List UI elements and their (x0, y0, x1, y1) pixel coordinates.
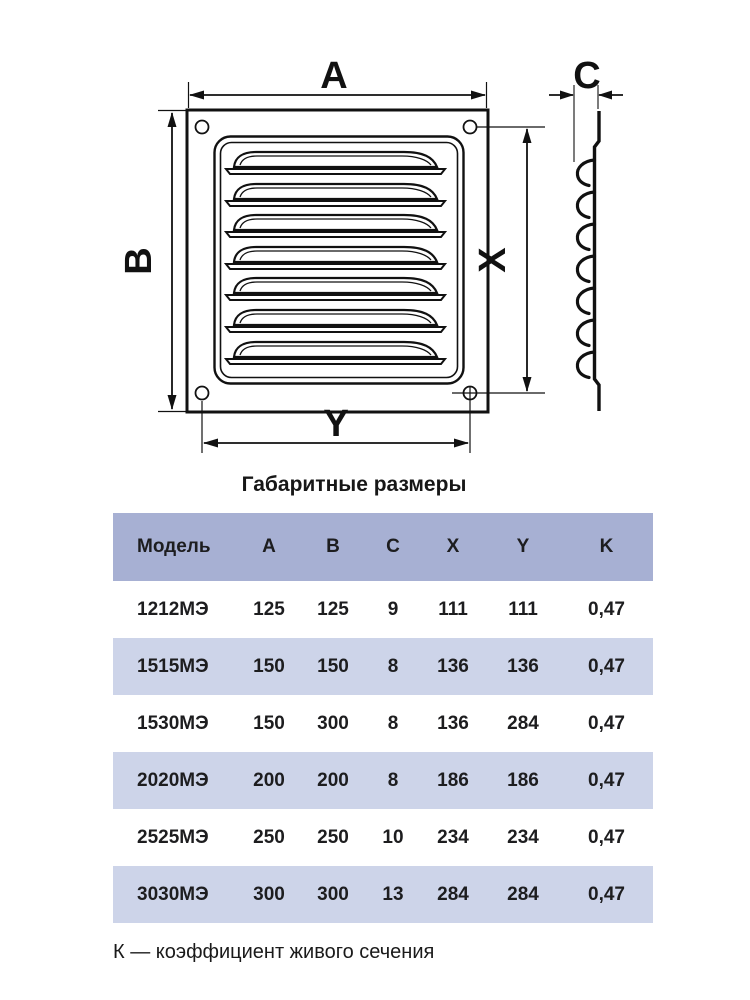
dimension-b (158, 111, 186, 412)
cell-x: 186 (437, 769, 469, 791)
louver-strip (226, 169, 445, 174)
dim-label-y: Y (323, 403, 349, 445)
grille-side-view (577, 111, 599, 411)
cell-y: 111 (508, 598, 538, 620)
corner-hole (464, 121, 477, 134)
table-row (113, 638, 653, 695)
cell-b: 150 (317, 655, 349, 677)
louver-strip (226, 264, 445, 269)
side-louver (577, 320, 594, 346)
dim-label-a: A (320, 55, 348, 97)
cell-c: 10 (382, 826, 404, 848)
cell-model: 2020МЭ (137, 769, 209, 791)
louver-strip (226, 359, 445, 364)
cell-c: 8 (387, 769, 399, 791)
column-header-x: X (446, 536, 460, 557)
cell-k: 0,47 (588, 769, 625, 791)
arrowhead (168, 112, 177, 127)
louver-slat-inner-line (240, 314, 431, 323)
footnote: К — коэффициент живого сечения (113, 941, 435, 963)
table-row (113, 866, 653, 923)
arrowhead (168, 395, 177, 410)
column-header-c: C (386, 536, 400, 557)
cell-b: 300 (317, 712, 349, 734)
cell-x: 136 (437, 655, 469, 677)
cell-k: 0,47 (588, 883, 625, 905)
louver-slat-inner-line (240, 251, 431, 260)
table-row (113, 752, 653, 809)
side-louver (577, 256, 594, 282)
cell-model: 1212МЭ (137, 598, 209, 620)
arrowhead (471, 91, 486, 100)
arrowhead (560, 91, 574, 100)
cell-b: 200 (317, 769, 349, 791)
side-louver (577, 352, 594, 378)
column-header-b: B (326, 536, 340, 557)
cell-x: 234 (437, 826, 469, 848)
cell-c: 8 (387, 712, 399, 734)
cell-b: 300 (317, 883, 349, 905)
cell-model: 2525МЭ (137, 826, 209, 848)
cell-x: 284 (437, 883, 469, 905)
cell-a: 250 (253, 826, 285, 848)
dim-label-b: B (118, 247, 160, 275)
louver-slat-inner-line (240, 219, 431, 228)
cell-x: 111 (438, 598, 468, 620)
table-row (113, 581, 653, 638)
side-louver (577, 288, 594, 314)
louver-slat-inner-line (240, 188, 431, 197)
cell-y: 284 (507, 712, 539, 734)
louver-strip (226, 295, 445, 300)
arrowhead (454, 439, 469, 448)
cell-model: 1530МЭ (137, 712, 209, 734)
cell-b: 250 (317, 826, 349, 848)
cell-model: 3030МЭ (137, 883, 209, 905)
grille-front-view (187, 110, 488, 412)
column-header-model: Модель (137, 536, 211, 557)
cell-c: 13 (382, 883, 404, 905)
dim-label-x: X (472, 247, 514, 273)
louver-slat-inner-line (240, 346, 431, 355)
corner-hole (196, 121, 209, 134)
cell-y: 284 (507, 883, 539, 905)
arrowhead (203, 439, 218, 448)
table-row (113, 695, 653, 752)
louver-slats (226, 152, 445, 364)
section-title: Габаритные размеры (241, 473, 467, 496)
dimensions-diagram (0, 0, 750, 458)
cell-a: 150 (253, 655, 285, 677)
cell-a: 200 (253, 769, 285, 791)
louver-slat-inner-line (240, 282, 431, 291)
cell-k: 0,47 (588, 598, 625, 620)
cell-a: 125 (253, 598, 285, 620)
louver-strip (226, 327, 445, 332)
cell-a: 150 (253, 712, 285, 734)
louver-slat-inner-line (240, 156, 431, 165)
dimensions-table (113, 513, 653, 923)
cell-b: 125 (317, 598, 349, 620)
side-louver (577, 224, 594, 250)
cell-k: 0,47 (588, 712, 625, 734)
table-row (113, 809, 653, 866)
cell-k: 0,47 (588, 826, 625, 848)
cell-c: 8 (387, 655, 399, 677)
cell-y: 234 (507, 826, 539, 848)
cell-x: 136 (437, 712, 469, 734)
louver-strip (226, 201, 445, 206)
dim-label-c: C (573, 55, 601, 97)
arrowhead (189, 91, 204, 100)
louver-strip (226, 232, 445, 237)
cell-k: 0,47 (588, 655, 625, 677)
side-louver-bumps (577, 160, 594, 378)
column-header-a: A (262, 536, 276, 557)
side-louver (577, 160, 594, 186)
column-header-y: Y (516, 536, 530, 557)
table-header-row (113, 513, 653, 581)
cell-a: 300 (253, 883, 285, 905)
side-louver (577, 192, 594, 218)
cell-y: 186 (507, 769, 539, 791)
cell-model: 1515МЭ (137, 655, 209, 677)
arrowhead (523, 377, 532, 392)
side-panel-profile (595, 111, 600, 411)
cell-c: 9 (387, 598, 399, 620)
column-header-k: K (599, 536, 614, 557)
arrowhead (523, 128, 532, 143)
cell-y: 136 (507, 655, 539, 677)
corner-hole (196, 387, 209, 400)
